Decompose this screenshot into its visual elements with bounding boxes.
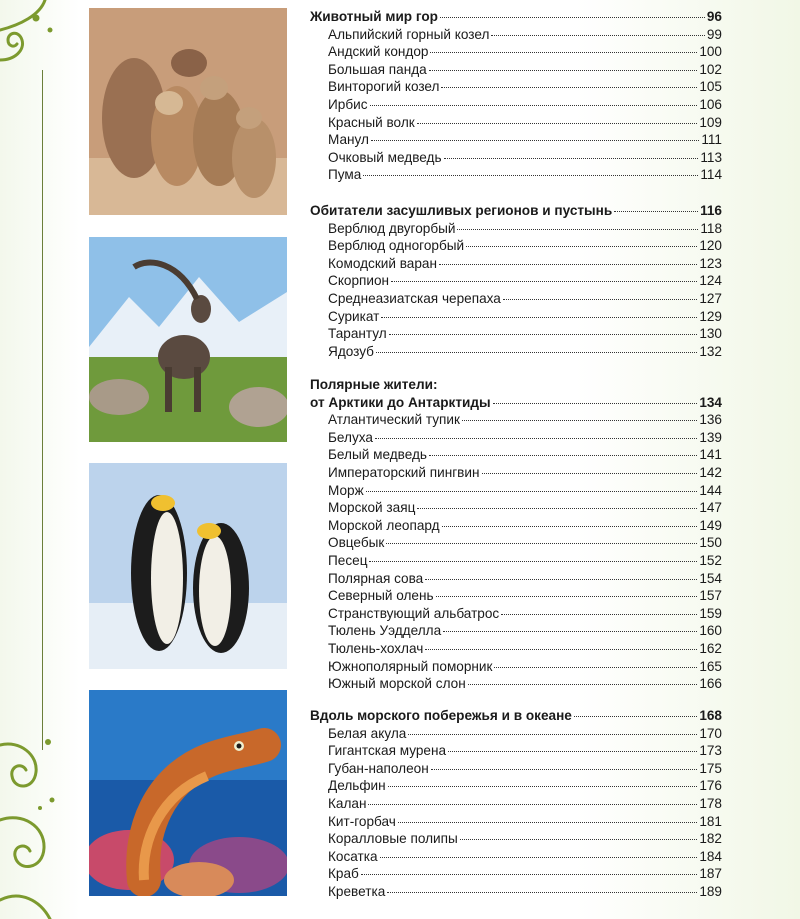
page-number: 173 [699,743,722,759]
toc-entry[interactable] [310,78,722,96]
leader-dots [503,299,697,300]
page-number: 178 [699,795,722,811]
leader-dots [371,140,699,141]
moray-eel-photo [89,690,287,896]
toc-entry[interactable] [310,114,722,132]
entry-title: Тюлень-хохлач [328,640,424,656]
leader-dots [388,786,698,787]
leader-dots [398,822,697,823]
section-title: Полярные жители: [310,377,438,392]
entry-title: Краб [328,866,359,882]
page-number: 157 [699,588,722,604]
entry-title: Манул [328,132,369,148]
leader-dots [417,508,697,509]
leader-dots [417,123,698,124]
leader-dots [494,667,697,668]
page-number: 147 [699,500,722,516]
leader-dots [425,579,697,580]
page-number: 152 [699,552,722,568]
section-title: от Арктики до Антарктиды [310,394,491,410]
entry-title: Южнополярный поморник [328,658,493,674]
entry-title: Белый медведь [328,447,427,463]
entry-title: Дельфин [328,778,386,794]
page-number: 170 [699,725,722,741]
entry-title: Коралловые полипы [328,831,458,847]
page-number: 136 [699,412,722,428]
toc-entry[interactable] [310,622,722,640]
leader-dots [375,438,697,439]
entry-title: Комодский варан [328,255,437,271]
toc-entry[interactable] [310,795,722,813]
entry-title: Белая акула [328,725,407,741]
page-number: 100 [699,44,722,60]
section-heading[interactable] [310,8,722,26]
page-number: 124 [699,273,722,289]
page-number: 129 [699,308,722,324]
page-number: 106 [699,96,722,112]
page-number: 166 [699,676,722,692]
leader-dots [443,631,697,632]
page-number: 189 [699,883,722,899]
leader-dots [444,158,699,159]
toc-entry[interactable] [310,777,722,795]
entry-title: Очковый медведь [328,149,442,165]
toc-entry[interactable] [310,760,722,778]
entry-title: Косатка [328,848,378,864]
entry-title: Южный морской слон [328,676,466,692]
leader-dots [466,246,697,247]
page-number: 181 [699,813,722,829]
toc-entry[interactable] [310,658,722,676]
entry-title: Альпийский горный козел [328,26,490,42]
page-number: 162 [699,640,722,656]
page-number: 182 [699,831,722,847]
entry-title: Северный олень [328,588,434,604]
toc-entry[interactable] [310,96,722,114]
leader-dots [436,596,698,597]
section-title: Обитатели засушливых регионов и пустынь [310,203,613,218]
leader-dots [448,751,697,752]
entry-title: Среднеазиатская черепаха [328,290,501,306]
section-heading[interactable] [310,707,722,725]
section-heading[interactable] [310,394,722,412]
toc-entry[interactable] [310,26,722,44]
page-number: 144 [699,482,722,498]
leader-dots [386,543,697,544]
entry-title: Песец [328,552,368,568]
page-number: 150 [699,535,722,551]
toc-entry[interactable] [310,813,722,831]
leader-dots [429,455,697,456]
page-number: 141 [699,447,722,463]
toc-entry[interactable] [310,429,722,447]
leader-dots [441,87,697,88]
page-number: 130 [699,326,722,342]
entry-title: Тарантул [328,326,387,342]
leader-dots [361,874,697,875]
entry-title: Губан-наполеон [328,760,429,776]
leader-dots [363,175,698,176]
page-number: 139 [699,429,722,445]
leader-dots [493,403,698,404]
section-heading-line1 [310,376,722,394]
leader-dots [387,892,697,893]
page-number: 159 [699,605,722,621]
margin-rule [42,70,43,750]
toc-entry[interactable] [310,290,722,308]
leader-dots [408,734,697,735]
page-number: 113 [700,149,722,165]
toc-entry[interactable] [310,587,722,605]
toc-entry[interactable] [310,865,722,883]
entry-title: Морской леопард [328,517,440,533]
page-number: 176 [699,778,722,794]
page-number: 149 [699,517,722,533]
page-number: 142 [699,464,722,480]
leader-dots [369,561,697,562]
leader-dots [391,281,697,282]
entry-title: Морской заяц [328,500,416,516]
entry-title: Гигантская мурена [328,743,447,759]
page-number: 154 [699,570,722,586]
page-number: 132 [699,343,722,359]
entry-title: Морж [328,482,364,498]
toc-entry[interactable] [310,43,722,61]
toc-section-polar [310,376,722,693]
entry-title: Скорпион [328,273,390,289]
toc-entry[interactable] [310,446,722,464]
leader-dots [457,229,698,230]
leader-dots [368,804,697,805]
section-title: Животный мир гор [310,9,438,24]
page-number: 105 [699,79,722,95]
leader-dots [491,35,704,36]
toc-entry[interactable] [310,830,722,848]
entry-title: Красный волк [328,114,415,130]
toc-entry[interactable] [310,883,722,901]
toc-entry[interactable] [310,482,722,500]
entry-title: Большая панда [328,61,427,77]
entry-title: Кит-горбач [328,813,396,829]
toc-entry[interactable] [310,255,722,273]
toc-entry[interactable] [310,640,722,658]
meerkats-photo [89,8,287,215]
page-number: 175 [699,760,722,776]
toc-entry[interactable] [310,570,722,588]
entry-title: Калан [328,795,367,811]
leader-dots [381,317,697,318]
page-number: 99 [706,26,722,42]
page-number: 134 [699,394,722,410]
leader-dots [380,857,698,858]
toc-entry[interactable] [310,411,722,429]
toc-section-sea [310,707,722,901]
entry-title: Сурикат [328,308,380,324]
page-number: 168 [699,708,722,723]
entry-title: Императорский пингвин [328,464,480,480]
leader-dots [431,769,698,770]
leader-dots [462,420,697,421]
toc-entry[interactable] [310,517,722,535]
leader-dots [370,105,698,106]
page-number: 96 [706,9,722,24]
toc-entry[interactable] [310,605,722,623]
entry-title: Пума [328,167,362,183]
toc-entry[interactable] [310,61,722,79]
entry-title: Верблюд двугорбый [328,220,456,236]
toc-entry[interactable] [310,166,722,184]
toc-entry[interactable] [310,499,722,517]
entry-title: Атлантический тупик [328,412,460,428]
toc-entry[interactable] [310,131,722,149]
entry-title: Странствующий альбатрос [328,605,500,621]
toc-entry[interactable] [310,742,722,760]
toc-entry[interactable] [310,325,722,343]
page-number: 165 [699,658,722,674]
entry-title: Креветка [328,883,386,899]
entry-title: Полярная сова [328,570,424,586]
swirl-ornament-icon [0,0,60,919]
page-number: 120 [699,238,722,254]
toc-entry[interactable] [310,308,722,326]
leader-dots [574,716,697,717]
toc-entry[interactable] [310,272,722,290]
page-number: 114 [700,167,722,183]
entry-title: Ирбис [328,96,368,112]
toc-entry[interactable] [310,237,722,255]
leader-dots [376,352,697,353]
toc-entry[interactable] [310,675,722,693]
leader-dots [501,614,697,615]
toc-entry[interactable] [310,534,722,552]
entry-title: Овцебык [328,535,385,551]
page-number: 109 [699,114,722,130]
page-number: 123 [699,255,722,271]
penguins-photo [89,463,287,669]
entry-title: Тюлень Уэдделла [328,623,442,639]
leader-dots [468,684,698,685]
section-heading[interactable] [310,202,722,220]
toc-entry[interactable] [310,149,722,167]
leader-dots [439,264,697,265]
toc-entry[interactable] [310,220,722,238]
entry-title: Белуха [328,429,373,445]
page-number: 187 [699,866,722,882]
leader-dots [429,70,698,71]
page-number: 184 [699,848,722,864]
section-title: Вдоль морского побережья и в океане [310,708,572,723]
entry-title: Ядозуб [328,343,374,359]
leader-dots [430,52,697,53]
page-number: 102 [699,61,722,77]
leader-dots [425,649,697,650]
page-number: 111 [701,132,722,148]
page-number: 160 [699,623,722,639]
entry-title: Верблюд одногорбый [328,238,465,254]
page-number: 116 [700,203,722,218]
toc-entry[interactable] [310,725,722,743]
ibex-photo [89,237,287,442]
toc-section-deserts [310,202,722,360]
leader-dots [614,211,698,212]
toc-entry[interactable] [310,464,722,482]
entry-title: Винторогий козел [328,79,440,95]
page-number: 118 [700,220,722,236]
leader-dots [389,334,698,335]
page-number: 127 [699,290,722,306]
entry-title: Андский кондор [328,44,429,60]
leader-dots [440,17,705,18]
leader-dots [366,491,698,492]
leader-dots [460,839,698,840]
toc-section-mountains [310,8,722,184]
toc-entry[interactable] [310,343,722,361]
toc-entry[interactable] [310,552,722,570]
leader-dots [482,473,698,474]
leader-dots [442,526,698,527]
toc-entry[interactable] [310,848,722,866]
